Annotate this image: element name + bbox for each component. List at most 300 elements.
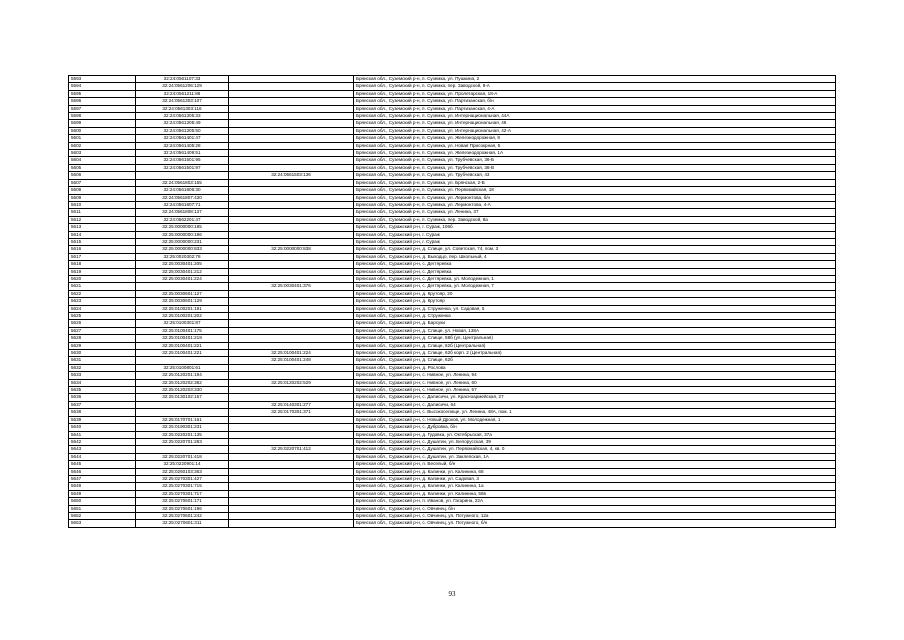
row-number-cell: 5632 — [69, 364, 136, 371]
cadastral-number-cell: 32:25:0100301:87 — [136, 320, 229, 327]
linked-cadastral-number-cell — [229, 453, 354, 460]
registry-table — [68, 75, 836, 528]
linked-cadastral-number-cell — [229, 298, 354, 305]
row-number-cell: 5634 — [69, 379, 136, 386]
cadastral-number-cell: 32:25:0270301:717 — [136, 490, 229, 497]
linked-cadastral-number-cell — [229, 216, 354, 223]
cadastral-number-cell: 32:25:0100401:175 — [136, 327, 229, 334]
address-cell: Брянская обл., Суражский р-н, с. Нивное, ул. Ленина, 57 — [354, 387, 836, 394]
row-number-cell: 5607 — [69, 179, 136, 186]
address-cell: Брянская обл., Суземский р-н, п. Суземка, ул. Железнодорожная, 1А — [354, 150, 836, 157]
row-number-cell: 5647 — [69, 475, 136, 482]
row-number-cell: 5593 — [69, 76, 136, 83]
cadastral-number-cell: 32:25:0000000:833 — [136, 246, 229, 253]
linked-cadastral-number-cell — [229, 512, 354, 519]
row-number-cell: 5594 — [69, 83, 136, 90]
table-row — [69, 157, 836, 164]
row-number-cell: 5627 — [69, 327, 136, 334]
address-cell: Брянская обл., Суземский р-н, п. Суземка, ул. Интернациональная, 44А — [354, 113, 836, 120]
linked-cadastral-number-cell — [229, 142, 354, 149]
row-number-cell: 5624 — [69, 305, 136, 312]
cadastral-number-cell: 32:25:0220201:135 — [136, 431, 229, 438]
table-row — [69, 253, 836, 260]
row-number-cell: 5600 — [69, 127, 136, 134]
row-number-cell: 5599 — [69, 120, 136, 127]
cadastral-number-cell: 32:24:0561803:155 — [136, 179, 229, 186]
address-cell: Брянская обл., Суземский р-н, п. Суземка, ул. Брянская, 2-Б — [354, 179, 836, 186]
cadastral-number-cell: 32:25:0030601:129 — [136, 298, 229, 305]
row-number-cell: 5629 — [69, 342, 136, 349]
address-cell: Брянская обл., Суражский р-н, с. Дегтяревка, ул. Молодежная, 7 — [354, 283, 836, 290]
address-cell: Брянская обл., Суражский р-н, п. Иванов, ул. Гагарина, 22А — [354, 498, 836, 505]
cadastral-number-cell — [136, 446, 229, 453]
cadastral-number-cell: 32:24:0561501:97 — [136, 164, 229, 171]
cadastral-number-cell: 32:25:0130102:157 — [136, 394, 229, 401]
linked-cadastral-number-cell — [229, 194, 354, 201]
linked-cadastral-number-cell — [229, 520, 354, 527]
row-number-cell: 5598 — [69, 113, 136, 120]
table-row — [69, 387, 836, 394]
cadastral-number-cell: 32:25:0100201:202 — [136, 313, 229, 320]
cadastral-number-cell: 32:24:0561211:86 — [136, 90, 229, 97]
row-number-cell: 5652 — [69, 512, 136, 519]
address-cell: Брянская обл., Суражский р-н, г. Сураж, 106б — [354, 224, 836, 231]
linked-cadastral-number-cell — [229, 320, 354, 327]
table-row — [69, 505, 836, 512]
linked-cadastral-number-cell: 32:24:0561503:136 — [229, 172, 354, 179]
linked-cadastral-number-cell — [229, 238, 354, 245]
cadastral-number-cell: 32:25:0190301:231 — [136, 424, 229, 431]
cadastral-number-cell: 32:24:0561305:50 — [136, 127, 229, 134]
table-row — [69, 461, 836, 468]
address-cell: Брянская обл., Суражский р-н, с. Овчинец, ул. Потужного, б/н — [354, 520, 836, 527]
table-row — [69, 424, 836, 431]
address-cell: Брянская обл., Суземский р-н, п. Суземка, ул. Ленина, 37 — [354, 209, 836, 216]
cadastral-number-cell — [136, 172, 229, 179]
address-cell: Брянская обл., Суражский р-н, с. Дегтяревка — [354, 261, 836, 268]
table-row — [69, 298, 836, 305]
row-number-cell: 5636 — [69, 394, 136, 401]
cadastral-number-cell: 32:24:0561107:33 — [136, 76, 229, 83]
table-row — [69, 512, 836, 519]
row-number-cell: 5650 — [69, 498, 136, 505]
address-cell: Брянская обл., Суражский р-н, д. Выходцо, пер. Школьный, 4 — [354, 253, 836, 260]
linked-cadastral-number-cell — [229, 461, 354, 468]
row-number-cell: 5628 — [69, 335, 136, 342]
cadastral-number-cell: 32:25:0020302:78 — [136, 253, 229, 260]
table-row — [69, 179, 836, 186]
address-cell: Брянская обл., Суражский р-н, с. Душатин, ул. Заклепская, 1А — [354, 453, 836, 460]
table-row — [69, 201, 836, 208]
linked-cadastral-number-cell: 32:25:0220701:412 — [229, 446, 354, 453]
linked-cadastral-number-cell — [229, 483, 354, 490]
linked-cadastral-number-cell — [229, 364, 354, 371]
row-number-cell: 5651 — [69, 505, 136, 512]
row-number-cell: 5595 — [69, 90, 136, 97]
address-cell: Брянская обл., Суражский р-н, с. Душатин, ул. Первомайская, 4, кв. 0 — [354, 446, 836, 453]
table-row — [69, 335, 836, 342]
address-cell: Брянская обл., Суземский р-н, п. Суземка, пер. Заводской, 8а — [354, 216, 836, 223]
table-row — [69, 453, 836, 460]
row-number-cell: 5608 — [69, 187, 136, 194]
cadastral-number-cell: 32:24:0561305:49 — [136, 120, 229, 127]
cadastral-number-cell: 32:24:0562201:47 — [136, 216, 229, 223]
linked-cadastral-number-cell — [229, 261, 354, 268]
cadastral-number-cell: 32:24:0561807:71 — [136, 201, 229, 208]
address-cell: Брянская обл., Суражский р-н, д. Крутояр, 20 — [354, 290, 836, 297]
table-row — [69, 320, 836, 327]
table-row — [69, 475, 836, 482]
address-cell: Брянская обл., Суражский р-н, д. Слище, ул. Новая, 138А — [354, 327, 836, 334]
table-row — [69, 468, 836, 475]
table-row — [69, 194, 836, 201]
address-cell: Брянская обл., Суражский р-н, д. Крутояр — [354, 298, 836, 305]
cadastral-number-cell: 32:25:0000000:185 — [136, 224, 229, 231]
linked-cadastral-number-cell — [229, 387, 354, 394]
address-cell: Брянская обл., Суражский р-н, г. Сураж — [354, 238, 836, 245]
cadastral-number-cell: 32:25:0030401:212 — [136, 268, 229, 275]
linked-cadastral-number-cell: 32:25:0030401:376 — [229, 283, 354, 290]
address-cell: Брянская обл., Суражский р-н, д. Барсуки — [354, 320, 836, 327]
cadastral-number-cell: 32:24:0561806:30 — [136, 187, 229, 194]
address-cell: Брянская обл., Суземский р-н, п. Суземка, ул. Первомайская, 18 — [354, 187, 836, 194]
linked-cadastral-number-cell — [229, 327, 354, 334]
linked-cadastral-number-cell — [229, 127, 354, 134]
linked-cadastral-number-cell — [229, 490, 354, 497]
row-number-cell: 5623 — [69, 298, 136, 305]
cadastral-number-cell: 32:25:0220701:283 — [136, 438, 229, 445]
table-row — [69, 238, 836, 245]
cadastral-number-cell: 32:24:0561501:95 — [136, 157, 229, 164]
address-cell: Брянская обл., Суражский р-н, с. Далисичи, ул. Красноармейская, 27 — [354, 394, 836, 401]
row-number-cell: 5649 — [69, 490, 136, 497]
cadastral-number-cell: 32:24:0561405:28 — [136, 142, 229, 149]
linked-cadastral-number-cell — [229, 335, 354, 342]
cadastral-number-cell: 32:25:0100401:219 — [136, 335, 229, 342]
linked-cadastral-number-cell — [229, 179, 354, 186]
table-row — [69, 342, 836, 349]
table-row — [69, 261, 836, 268]
table-row — [69, 520, 836, 527]
row-number-cell: 5618 — [69, 261, 136, 268]
linked-cadastral-number-cell — [229, 98, 354, 105]
linked-cadastral-number-cell — [229, 209, 354, 216]
table-row — [69, 290, 836, 297]
table-row — [69, 401, 836, 408]
address-cell: Брянская обл., Суражский р-н, д. Калинки, ул. Садовая, 3 — [354, 475, 836, 482]
cadastral-number-cell — [136, 409, 229, 416]
cadastral-number-cell: 32:25:0170701:161 — [136, 416, 229, 423]
row-number-cell: 5604 — [69, 157, 136, 164]
row-number-cell: 5653 — [69, 520, 136, 527]
linked-cadastral-number-cell: 32:25:0140301:277 — [229, 401, 354, 408]
address-cell: Брянская обл., Суземский р-н, п. Суземка, ул. Трубчевская, 36-Б — [354, 157, 836, 164]
address-cell: Брянская обл., Суражский р-н, с. Дубровка, б/н — [354, 424, 836, 431]
linked-cadastral-number-cell — [229, 305, 354, 312]
table-row — [69, 394, 836, 401]
address-cell: Брянская обл., Суражский р-н, с. Новый Дроков, ул. Молодежная, 1 — [354, 416, 836, 423]
row-number-cell: 5646 — [69, 468, 136, 475]
row-number-cell: 5596 — [69, 98, 136, 105]
cadastral-number-cell: 32:24:0561409:51 — [136, 150, 229, 157]
linked-cadastral-number-cell — [229, 424, 354, 431]
address-cell: Брянская обл., Суражский р-н, д. Слище, ул. Советская, 74, пом. 3 — [354, 246, 836, 253]
row-number-cell: 5619 — [69, 268, 136, 275]
table-row — [69, 268, 836, 275]
cadastral-number-cell: 32:25:0120201:194 — [136, 372, 229, 379]
table-row — [69, 283, 836, 290]
cadastral-number-cell: 32:25:0270601:242 — [136, 512, 229, 519]
row-number-cell: 5622 — [69, 290, 136, 297]
row-number-cell: 5637 — [69, 401, 136, 408]
linked-cadastral-number-cell — [229, 505, 354, 512]
table-row — [69, 498, 836, 505]
table-row — [69, 187, 836, 194]
linked-cadastral-number-cell — [229, 431, 354, 438]
row-number-cell: 5611 — [69, 209, 136, 216]
address-cell: Брянская обл., Суражский р-н, г. Сураж — [354, 231, 836, 238]
address-cell: Брянская обл., Суземский р-н, п. Суземка, ул. Новая Присокрная, 5 — [354, 142, 836, 149]
cadastral-number-cell: 32:25:0000000:231 — [136, 238, 229, 245]
linked-cadastral-number-cell: 32:25:0120202:529 — [229, 379, 354, 386]
linked-cadastral-number-cell — [229, 113, 354, 120]
cadastral-number-cell: 32:25:0030401:224 — [136, 275, 229, 282]
table-row — [69, 483, 836, 490]
table-row — [69, 231, 836, 238]
row-number-cell: 5614 — [69, 231, 136, 238]
address-cell: Брянская обл., Суземский р-н, п. Суземка, пер. Заводской, 8-А — [354, 83, 836, 90]
cadastral-number-cell: 32:25:0120202:382 — [136, 379, 229, 386]
table-row — [69, 142, 836, 149]
row-number-cell: 5606 — [69, 172, 136, 179]
cadastral-number-cell: 32:25:0220901:14 — [136, 461, 229, 468]
table-row — [69, 350, 836, 357]
address-cell: Брянская обл., Суземский р-н, п. Суземка, ул. Лермонтова, 4-А — [354, 201, 836, 208]
row-number-cell: 5616 — [69, 246, 136, 253]
table-row — [69, 431, 836, 438]
table-row — [69, 98, 836, 105]
linked-cadastral-number-cell — [229, 105, 354, 112]
table-row — [69, 224, 836, 231]
cadastral-number-cell: 32:25:0220701:418 — [136, 453, 229, 460]
address-cell: Брянская обл., Суражский р-н, д. Калинки, ул. Калинина, 68 — [354, 468, 836, 475]
address-cell: Брянская обл., Суражский р-н, д. Гудовка, ул. Октябрьская, 37а — [354, 431, 836, 438]
row-number-cell: 5601 — [69, 135, 136, 142]
table-row — [69, 438, 836, 445]
linked-cadastral-number-cell — [229, 224, 354, 231]
address-cell: Брянская обл., Суражский р-н, д. Слище, 62б корп. 2 (Центральная) — [354, 350, 836, 357]
cadastral-number-cell: 32:24:0561305:33 — [136, 113, 229, 120]
address-cell: Брянская обл., Суземский р-н, п. Суземка, ул. Трубчевская, 43 — [354, 172, 836, 179]
linked-cadastral-number-cell — [229, 416, 354, 423]
table-row — [69, 127, 836, 134]
address-cell: Брянская обл., Суражский р-н, д. Струженка, ул. Садовая, 5 — [354, 305, 836, 312]
cadastral-number-cell: 32:25:0100801:61 — [136, 364, 229, 371]
linked-cadastral-number-cell — [229, 290, 354, 297]
address-cell: Брянская обл., Суражский р-н, с. Дегтяревка — [354, 268, 836, 275]
linked-cadastral-number-cell — [229, 187, 354, 194]
linked-cadastral-number-cell — [229, 275, 354, 282]
linked-cadastral-number-cell — [229, 253, 354, 260]
linked-cadastral-number-cell: 32:25:0100401:248 — [229, 357, 354, 364]
cadastral-number-cell: 32:24:0561303:116 — [136, 105, 229, 112]
table-row — [69, 490, 836, 497]
row-number-cell: 5626 — [69, 320, 136, 327]
row-number-cell: 5621 — [69, 283, 136, 290]
table-row — [69, 379, 836, 386]
table-row — [69, 135, 836, 142]
cadastral-number-cell: 32:24:0561303:107 — [136, 98, 229, 105]
cadastral-number-cell: 32:25:0030401:205 — [136, 261, 229, 268]
address-cell: Брянская обл., Суземский р-н, п. Суземка, ул. Пролетарская, 18-А — [354, 90, 836, 97]
row-number-cell: 5602 — [69, 142, 136, 149]
linked-cadastral-number-cell — [229, 394, 354, 401]
linked-cadastral-number-cell — [229, 342, 354, 349]
linked-cadastral-number-cell: 32:25:0170301:371 — [229, 409, 354, 416]
linked-cadastral-number-cell: 32:25:0100401:224 — [229, 350, 354, 357]
table-row — [69, 164, 836, 171]
address-cell: Брянская обл., Суражский р-н, д. Струженка — [354, 313, 836, 320]
row-number-cell: 5615 — [69, 238, 136, 245]
linked-cadastral-number-cell — [229, 475, 354, 482]
table-row — [69, 76, 836, 83]
row-number-cell: 5620 — [69, 275, 136, 282]
cadastral-number-cell: 32:24:0561808:137 — [136, 209, 229, 216]
table-row — [69, 364, 836, 371]
cadastral-number-cell: 32:25:0000000:186 — [136, 231, 229, 238]
row-number-cell: 5613 — [69, 224, 136, 231]
address-cell: Брянская обл., Суземский р-н, п. Суземка, ул. Лермонтова, б/н — [354, 194, 836, 201]
row-number-cell: 5642 — [69, 438, 136, 445]
row-number-cell: 5605 — [69, 164, 136, 171]
table-row — [69, 120, 836, 127]
row-number-cell: 5641 — [69, 431, 136, 438]
linked-cadastral-number-cell — [229, 135, 354, 142]
row-number-cell: 5643 — [69, 446, 136, 453]
row-number-cell: 5639 — [69, 416, 136, 423]
row-number-cell: 5638 — [69, 409, 136, 416]
address-cell: Брянская обл., Суземский р-н, п. Суземка, ул. Трубчевская, 36-В — [354, 164, 836, 171]
table-row — [69, 209, 836, 216]
row-number-cell: 5610 — [69, 201, 136, 208]
registry-table-body — [69, 76, 836, 528]
address-cell: Брянская обл., Суземский р-н, п. Суземка, ул. Интернациональная, 46 — [354, 120, 836, 127]
address-cell: Брянская обл., Суражский р-н, д. Слище, 58б (ул. Центральная) — [354, 335, 836, 342]
cadastral-number-cell: 32:25:0270601:196 — [136, 505, 229, 512]
table-row — [69, 357, 836, 364]
linked-cadastral-number-cell — [229, 201, 354, 208]
address-cell: Брянская обл., Суражский р-н, п. Веселый, б/н — [354, 461, 836, 468]
table-row — [69, 446, 836, 453]
row-number-cell: 5597 — [69, 105, 136, 112]
row-number-cell: 5625 — [69, 313, 136, 320]
row-number-cell: 5603 — [69, 150, 136, 157]
cadastral-number-cell: 32:24:0561807:430 — [136, 194, 229, 201]
table-row — [69, 172, 836, 179]
address-cell: Брянская обл., Суражский р-н, с. Нивное, ул. Ленина, 60 — [354, 379, 836, 386]
linked-cadastral-number-cell — [229, 76, 354, 83]
address-cell: Брянская обл., Суражский р-н, с. Высокоселище, ул. Ленина, 48А, пом. 1 — [354, 409, 836, 416]
cadastral-number-cell: 32:25:0270601:171 — [136, 498, 229, 505]
linked-cadastral-number-cell — [229, 313, 354, 320]
table-row — [69, 409, 836, 416]
table-row — [69, 327, 836, 334]
table-row — [69, 150, 836, 157]
address-cell: Брянская обл., Суземский р-н, п. Суземка, ул. Железнодорожная, 8 — [354, 135, 836, 142]
cadastral-number-cell — [136, 357, 229, 364]
linked-cadastral-number-cell — [229, 120, 354, 127]
table-row — [69, 105, 836, 112]
table-row — [69, 90, 836, 97]
cadastral-number-cell: 32:25:0120203:330 — [136, 387, 229, 394]
row-number-cell: 5617 — [69, 253, 136, 260]
cadastral-number-cell: 32:25:0100201:191 — [136, 305, 229, 312]
cadastral-number-cell: 32:25:0270301:715 — [136, 483, 229, 490]
linked-cadastral-number-cell — [229, 164, 354, 171]
cadastral-number-cell: 32:25:0270301:427 — [136, 475, 229, 482]
address-cell: Брянская обл., Суражский р-н, с. Душатин, ул. Белорусская, 39 — [354, 438, 836, 445]
row-number-cell: 5644 — [69, 453, 136, 460]
table-row — [69, 313, 836, 320]
row-number-cell: 5645 — [69, 461, 136, 468]
row-number-cell: 5631 — [69, 357, 136, 364]
table-row — [69, 113, 836, 120]
address-cell: Брянская обл., Суражский р-н, с. Овчинец, ул. Потужного, 12а — [354, 512, 836, 519]
cadastral-number-cell: 32:24:0561401:47 — [136, 135, 229, 142]
linked-cadastral-number-cell: 32:25:0000000:838 — [229, 246, 354, 253]
address-cell: Брянская обл., Суземский р-н, п. Суземка, ул. Пушкина, 2 — [354, 76, 836, 83]
table-row — [69, 275, 836, 282]
address-cell: Брянская обл., Суражский р-н, с. Овчинец, б/н — [354, 505, 836, 512]
address-cell: Брянская обл., Суражский р-н, с. Нивное, ул. Ленина, 94 — [354, 372, 836, 379]
table-row — [69, 216, 836, 223]
linked-cadastral-number-cell — [229, 83, 354, 90]
address-cell: Брянская обл., Суземский р-н, п. Суземка, ул. Партизанская, 4-А — [354, 105, 836, 112]
address-cell: Брянская обл., Суражский р-н, д. Рослова — [354, 364, 836, 371]
address-cell: Брянская обл., Суражский р-н, с. Далисичи, 64 — [354, 401, 836, 408]
row-number-cell: 5648 — [69, 483, 136, 490]
linked-cadastral-number-cell — [229, 438, 354, 445]
table-row — [69, 83, 836, 90]
cadastral-number-cell: 32:25:0270601:311 — [136, 520, 229, 527]
linked-cadastral-number-cell — [229, 372, 354, 379]
address-cell: Брянская обл., Суземский р-н, п. Суземка, ул. Интернациональная, 42-А — [354, 127, 836, 134]
address-cell: Брянская обл., Суземский р-н, п. Суземка, ул. Партизанская, б/н — [354, 98, 836, 105]
linked-cadastral-number-cell — [229, 157, 354, 164]
linked-cadastral-number-cell — [229, 150, 354, 157]
table-row — [69, 305, 836, 312]
row-number-cell: 5612 — [69, 216, 136, 223]
linked-cadastral-number-cell — [229, 268, 354, 275]
page-number: 93 — [448, 590, 456, 598]
row-number-cell: 5635 — [69, 387, 136, 394]
linked-cadastral-number-cell — [229, 468, 354, 475]
cadastral-number-cell: 32:25:0100401:221 — [136, 342, 229, 349]
table-row — [69, 416, 836, 423]
cadastral-number-cell: 32:25:0260103:363 — [136, 468, 229, 475]
row-number-cell: 5630 — [69, 350, 136, 357]
table-row — [69, 372, 836, 379]
row-number-cell: 5633 — [69, 372, 136, 379]
table-row — [69, 246, 836, 253]
address-cell: Брянская обл., Суражский р-н, д. Калинки, ул. Калинина, 1а — [354, 483, 836, 490]
linked-cadastral-number-cell — [229, 90, 354, 97]
address-cell: Брянская обл., Суражский р-н, с. Дегтяревка, ул. Молодежная, 1 — [354, 275, 836, 282]
cadastral-number-cell: 32:25:0100401:221 — [136, 350, 229, 357]
address-cell: Брянская обл., Суражский р-н, д. Слище, 62б — [354, 357, 836, 364]
cadastral-number-cell — [136, 401, 229, 408]
row-number-cell: 5640 — [69, 424, 136, 431]
